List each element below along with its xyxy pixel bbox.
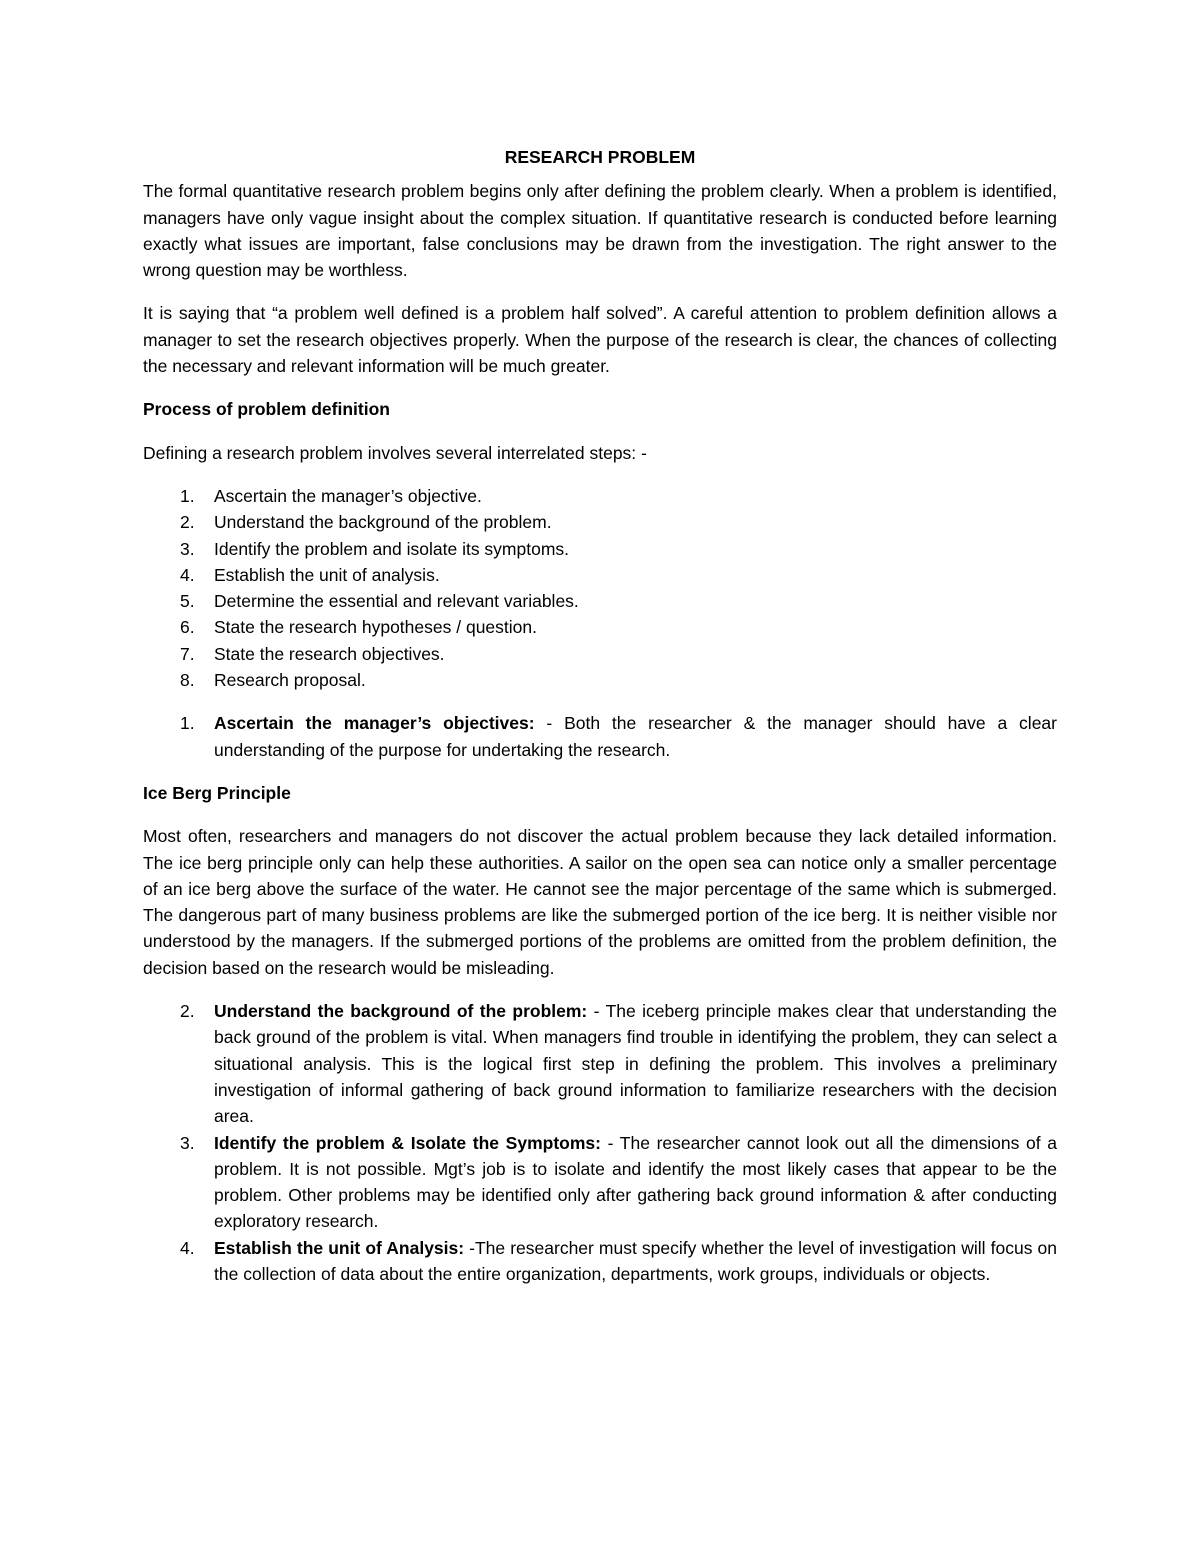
detail-text: - The iceberg principle makes clear that understanding the back ground of the problem is vital. When managers find trouble in identifying the problem, they can select a situational analysis. This is the logical first step in defining the problem. This involves a preliminary investigation of informal gathering of back ground information to familiarize researchers with the decision area. [214, 1001, 1058, 1127]
list-number: 6. [180, 617, 195, 638]
list-item [143, 667, 1057, 693]
detail-label: Understand the background of the problem: [214, 1001, 588, 1022]
detail-number: 4. [180, 1237, 195, 1258]
detail-text: -The researcher must specify whether the level of investigation will focus on the collection of data about the entire organization, departments, work groups, individuals or objects. [214, 1237, 1058, 1284]
intro-paragraph: The formal quantitative research problem begins only after defining the problem clearly. When a problem is identified, managers have only vague insight about the complex situation. If quantitative research is conducted before learning exactly what issues are important, false conclusions may be drawn from the investigation. The right answer to the wrong question may be worthless. [143, 181, 1057, 281]
detail-text: - Both the researcher & the manager should have a clear understanding of the purpose for undertaking the research. [214, 713, 1057, 760]
list-item [143, 509, 1057, 535]
detail-number: 3. [180, 1132, 195, 1153]
steps-list [143, 483, 1057, 693]
detail-item [143, 710, 1057, 763]
detail-number: 2. [180, 1001, 195, 1022]
list-item [143, 641, 1057, 667]
document-title: RESEARCH PROBLEM [504, 147, 696, 167]
list-item-text: Research proposal. [214, 670, 366, 691]
detail-label: Identify the problem & Isolate the Symptoms: [214, 1132, 601, 1153]
detail-label: Establish the unit of Analysis: [214, 1237, 465, 1258]
list-item-text: Determine the essential and relevant variables. [214, 591, 579, 612]
list-number: 1. [180, 485, 195, 506]
process-intro: Defining a research problem involves several interrelated steps: - [143, 442, 647, 463]
list-item [143, 588, 1057, 614]
process-heading: Process of problem definition [143, 399, 390, 420]
list-number: 3. [180, 538, 195, 559]
detail-item [143, 1235, 1057, 1288]
list-item-text: Understand the background of the problem. [214, 512, 552, 533]
detail-list [143, 998, 1057, 1287]
iceberg-heading: Ice Berg Principle [143, 782, 291, 803]
list-item-text: Identify the problem and isolate its symptoms. [214, 538, 570, 559]
document-page [143, 144, 1057, 1304]
detail-label: Ascertain the manager’s objectives: [214, 713, 535, 734]
list-item [143, 614, 1057, 640]
detail-text: - The researcher cannot look out all the dimensions of a problem. It is not possible. Mgt’s job is to isolate and identify the most likely cases that appear to be the problem. Other problems may be identified only after gathering back ground information & after conducting exploratory research. [214, 1132, 1057, 1232]
detail-item [143, 998, 1057, 1129]
detail-item [143, 1130, 1057, 1235]
list-item [143, 536, 1057, 562]
list-number: 8. [180, 670, 195, 691]
iceberg-paragraph: Most often, researchers and managers do not discover the actual problem because they lack detailed information. The ice berg principle only can help these authorities. A sailor on the open sea can notice only a smaller percentage of an ice berg above the surface of the water. He cannot see the major percentage of the same which is submerged. The dangerous part of many business problems are like the submerged portion of the ice berg. It is neither visible nor understood by the managers. If the submerged portions of the problems are omitted from the problem definition, the decision based on the research would be misleading. [143, 826, 1057, 978]
list-item-text: Ascertain the manager’s objective. [214, 485, 482, 506]
definition-paragraph: It is saying that “a problem well defined is a problem half solved”. A careful attention to problem definition allows a manager to set the research objectives properly. When the purpose of the research is clear, the chances of collecting the necessary and relevant information will be much greater. [143, 303, 1057, 377]
list-item-text: Establish the unit of analysis. [214, 564, 440, 585]
list-number: 4. [180, 564, 195, 585]
detail-number: 1. [180, 713, 195, 734]
list-number: 7. [180, 643, 195, 664]
list-number: 5. [180, 591, 195, 612]
list-item-text: State the research hypotheses / question. [214, 617, 537, 638]
list-number: 2. [180, 512, 195, 533]
list-item [143, 562, 1057, 588]
list-item-text: State the research objectives. [214, 643, 445, 664]
detail-list-first [143, 710, 1057, 763]
list-item [143, 483, 1057, 509]
